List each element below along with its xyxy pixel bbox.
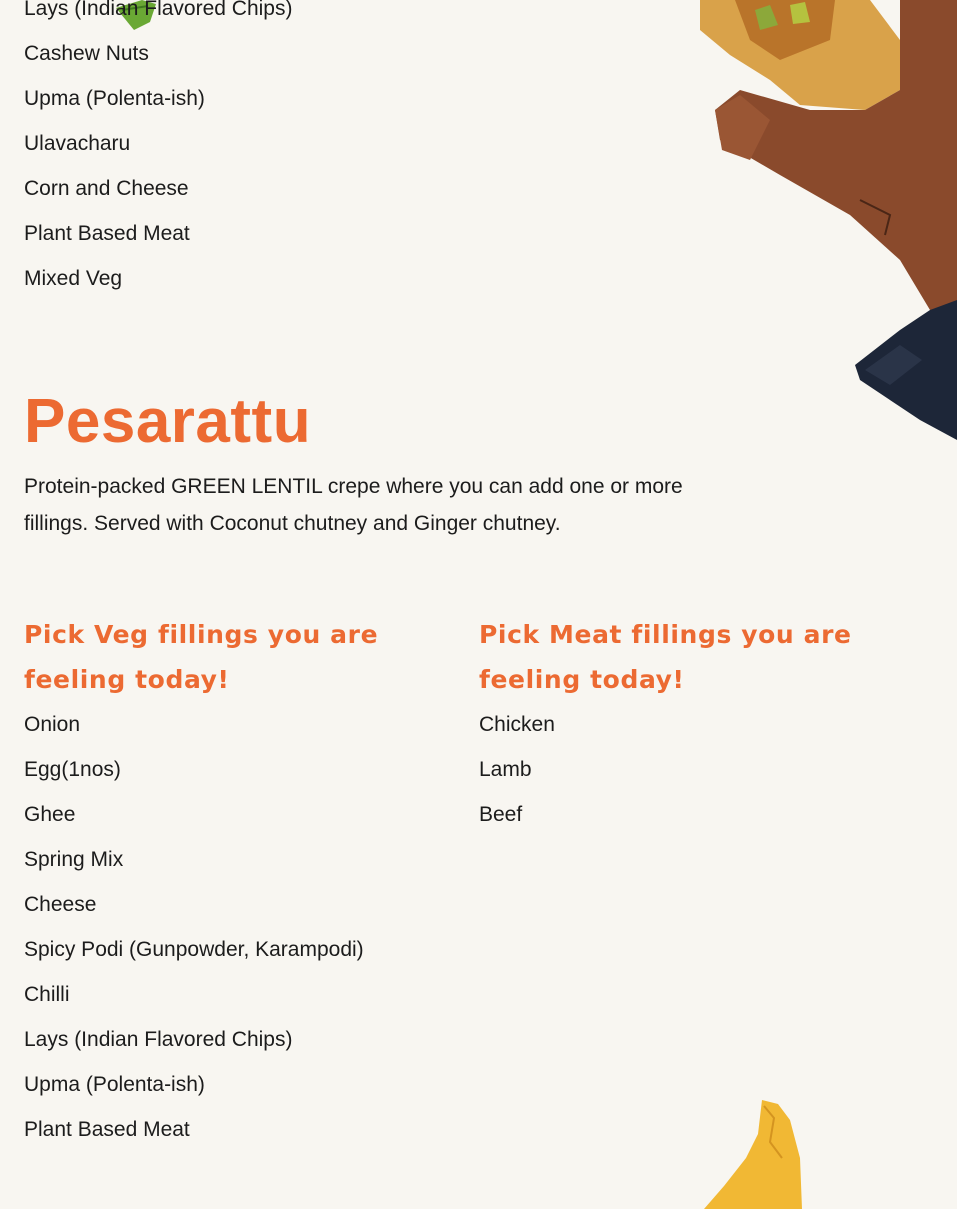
list-item: Lamb [479, 758, 532, 781]
list-item: Ghee [24, 803, 76, 826]
list-item: Upma (Polenta-ish) [24, 1073, 205, 1096]
hand-holding-dosa-image [660, 0, 957, 440]
section-title: Pesarattu [24, 387, 312, 456]
veg-fillings-heading: Pick Veg fillings you are feeling today! [24, 620, 379, 694]
list-item: Onion [24, 713, 81, 736]
meat-fillings-column [479, 612, 919, 837]
list-item: Mixed Veg [24, 267, 123, 290]
list-item: Lays (Indian Flavored Chips) [24, 0, 293, 20]
list-item: Spicy Podi (Gunpowder, Karampodi) [24, 938, 364, 961]
list-item: Cashew Nuts [24, 42, 149, 65]
previous-fillings-list [24, 0, 292, 301]
veg-fillings-list [24, 702, 464, 1152]
potato-chip-image [700, 1098, 810, 1209]
veg-fillings-column [24, 612, 464, 1152]
meat-fillings-heading: Pick Meat fillings you are feeling today! [479, 620, 852, 694]
list-item: Chilli [24, 983, 70, 1006]
list-item: Chicken [479, 713, 555, 736]
list-item: Lays (Indian Flavored Chips) [24, 1028, 293, 1051]
list-item: Egg(1nos) [24, 758, 121, 781]
list-item: Spring Mix [24, 848, 124, 871]
meat-fillings-list [479, 702, 919, 837]
list-item: Upma (Polenta-ish) [24, 87, 205, 110]
list-item: Ulavacharu [24, 132, 131, 155]
list-item: Beef [479, 803, 523, 826]
list-item: Plant Based Meat [24, 222, 190, 245]
list-item: Corn and Cheese [24, 177, 189, 200]
list-item: Plant Based Meat [24, 1118, 190, 1141]
list-item: Cheese [24, 893, 97, 916]
section-description: Protein-packed GREEN LENTIL crepe where you can add one or more fillings. Served with Coconut chutney and Ginger chutney. [24, 475, 683, 535]
